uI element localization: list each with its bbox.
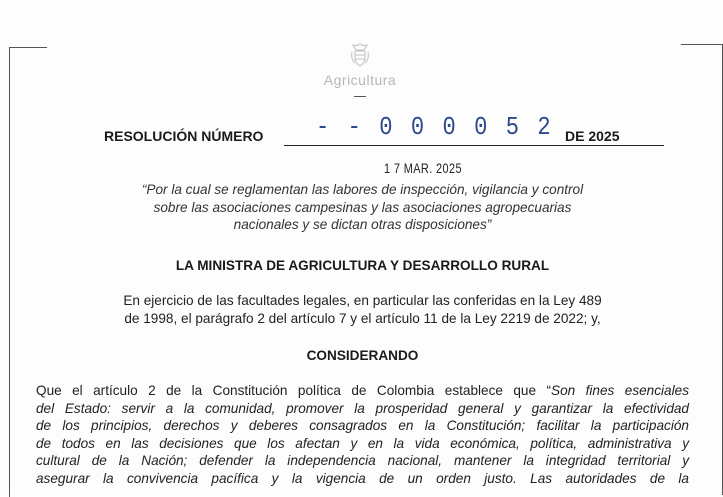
faculties-line: En ejercicio de las facultades legales, en particular las conferidas en la Ley 489 (123, 293, 602, 308)
paragraph-line (36, 435, 689, 453)
considerando-paragraph (36, 382, 689, 488)
resolution-number-stamp: - - 0 0 0 0 5 2 (316, 112, 554, 142)
logo-text: Agricultura (323, 72, 397, 88)
resolution-title (80, 181, 645, 234)
resolution-label: RESOLUCIÓN NÚMERO (104, 128, 264, 144)
faculties-line: de 1998, el parágrafo 2 del artículo 7 y el artículo 11 de la Ley 2219 de 2022; y, (124, 310, 601, 326)
paragraph-quote-text: de todos en las decisiones que los afectan y en la vida económica, política, administrativa y (36, 435, 689, 451)
date-stamp: 1 7 MAR. 2025 (384, 160, 462, 176)
title-line: sobre las asociaciones campesinas y las asociaciones agropecuarias (153, 199, 572, 215)
title-line: “Por la cual se reglamentan las labores de inspección, vigilancia y control (141, 182, 584, 197)
authority-heading: LA MINISTRA DE AGRICULTURA Y DESARROLLO RURAL (175, 258, 550, 273)
ministry-logo (300, 42, 420, 112)
faculties-paragraph (60, 292, 665, 327)
logo-divider (354, 96, 366, 97)
considerando-heading: CONSIDERANDO (306, 348, 419, 363)
frame-border-left (9, 47, 10, 497)
paragraph-line (36, 382, 689, 400)
paragraph-line (36, 452, 689, 470)
paragraph-line (36, 470, 689, 488)
resolution-year: DE 2025 (565, 128, 620, 144)
paragraph-quote-text: Son fines esenciales (551, 383, 689, 398)
coat-of-arms-icon (349, 42, 371, 68)
resolution-underline (284, 145, 664, 146)
title-line: nacionales y se dictan otras disposiciones” (233, 217, 492, 232)
paragraph-quote-text: asegurar la convivencia pacífica y la vigencia de un orden justo. Las autoridades de la (36, 470, 689, 486)
resolution-number-line (104, 112, 632, 146)
paragraph-text: Que el artículo 2 de la Constitución política de Colombia establece que “ (36, 383, 552, 398)
frame-border-top-right (681, 44, 723, 45)
paragraph-line (36, 417, 689, 435)
paragraph-quote-text: cultural de la Nación; defender la independencia nacional, mantener la integridad territorial y (36, 453, 689, 469)
paragraph-quote-text: de los principios, derechos y deberes consagrados en la Constitución; facilitar la participación (36, 418, 689, 434)
paragraph-quote-text: del Estado: servir a la comunidad, promover la prosperidad general y garantizar la efectividad (36, 400, 689, 416)
paragraph-line (36, 400, 689, 418)
frame-border-top-left (9, 47, 47, 48)
